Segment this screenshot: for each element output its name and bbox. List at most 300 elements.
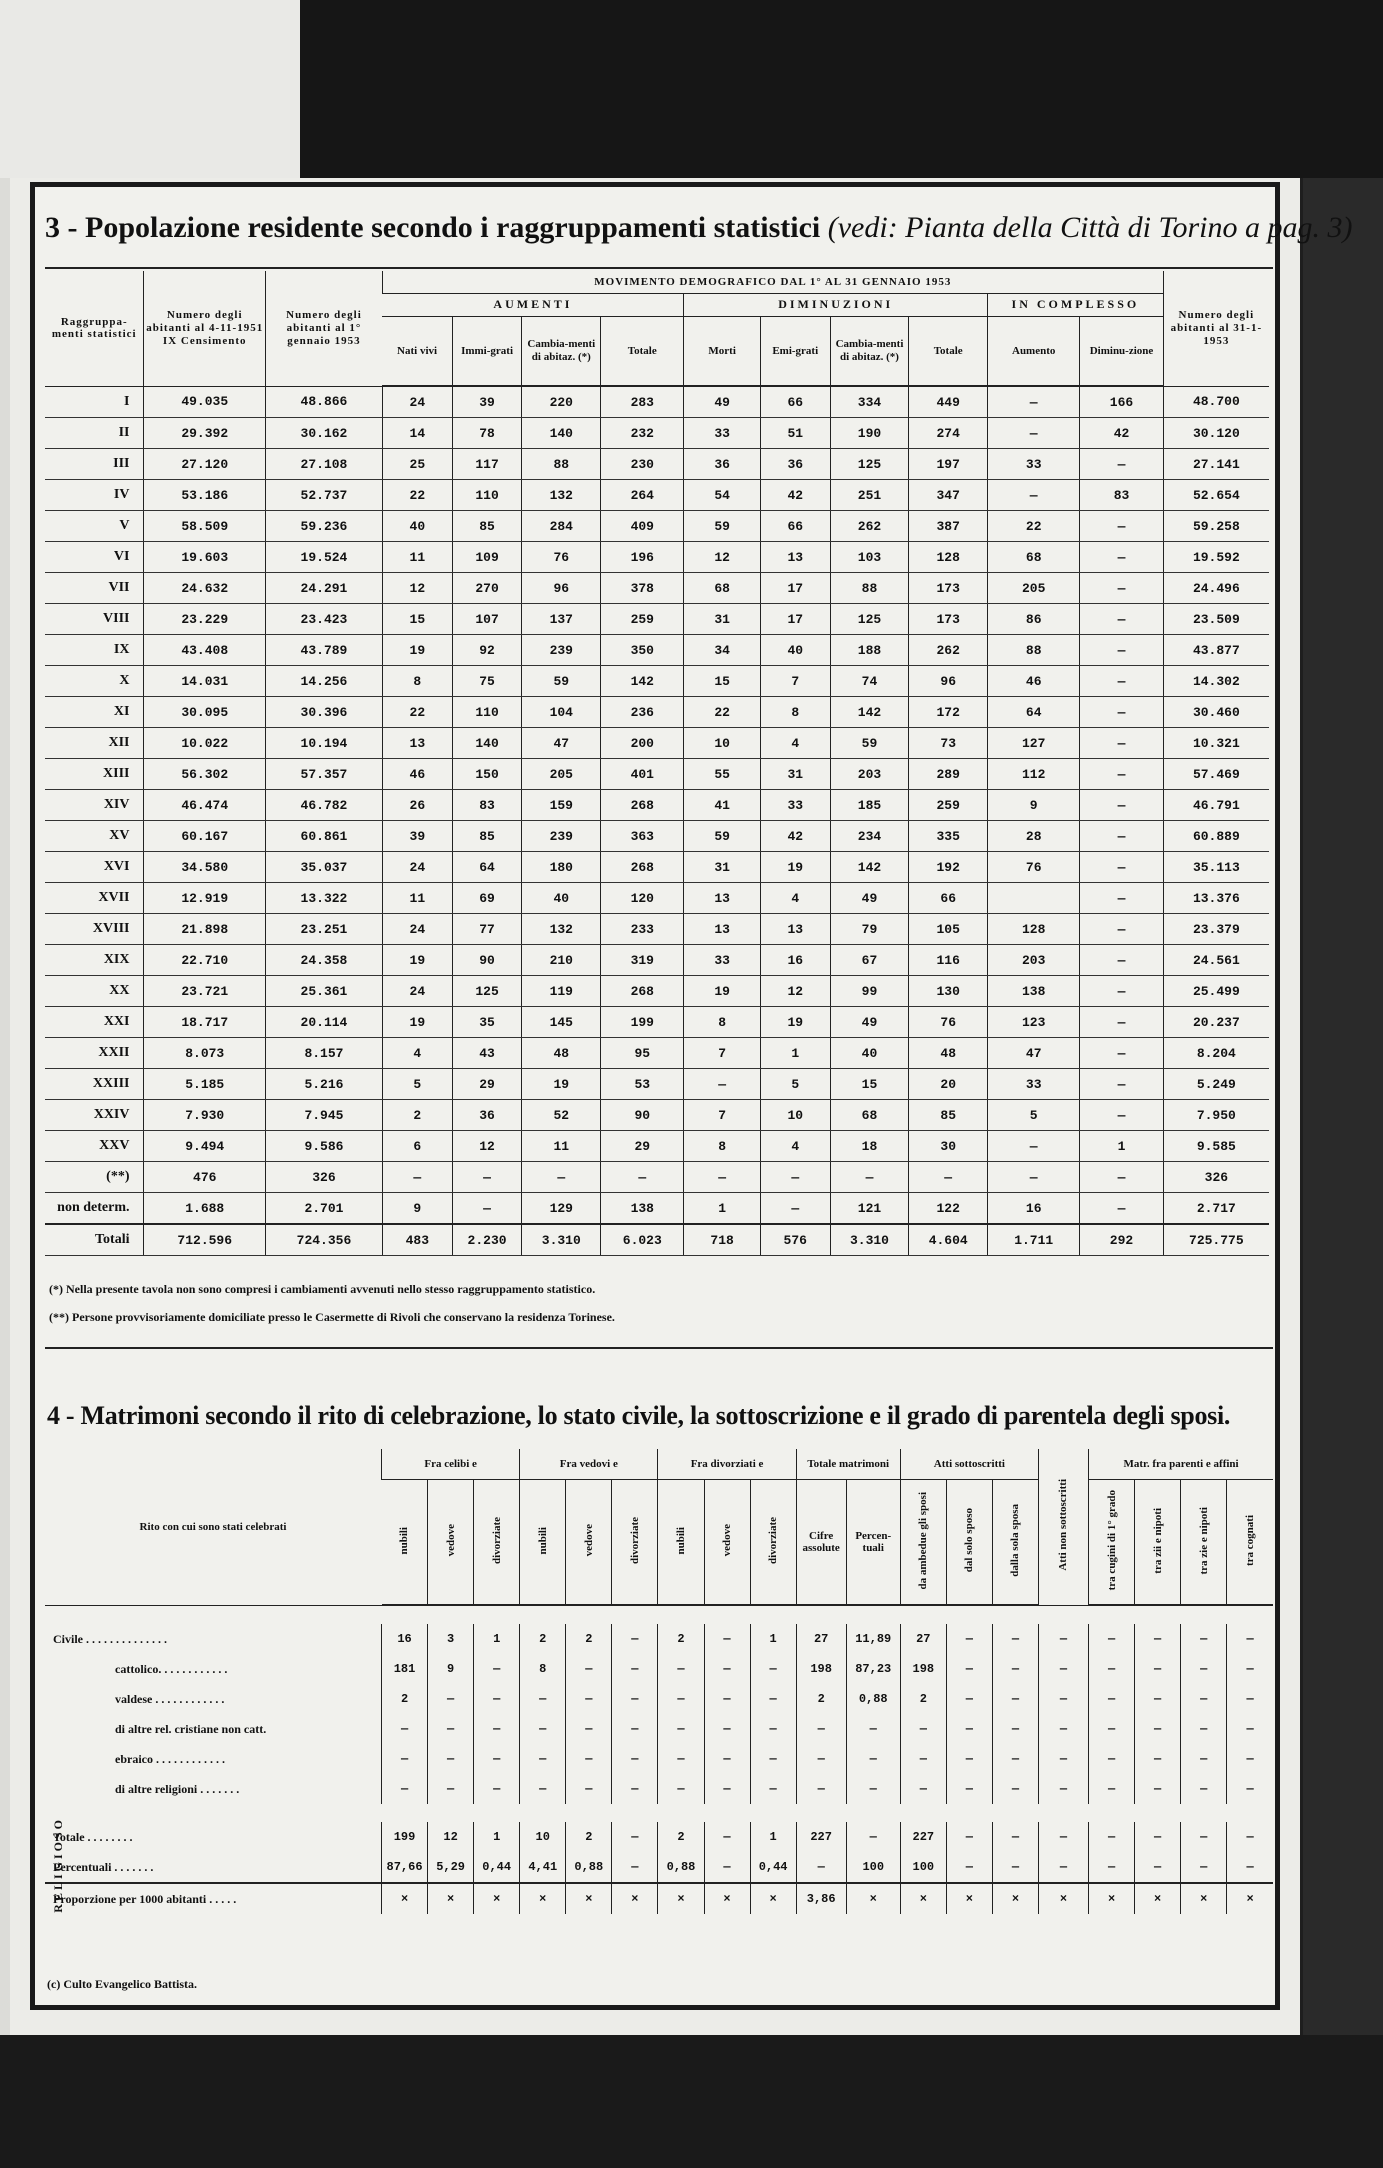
table-cell: × — [658, 1883, 704, 1914]
header-nubili-2 — [520, 1480, 566, 1606]
table-cell: 40 — [830, 1038, 909, 1069]
table-cell: 0,88 — [566, 1852, 612, 1883]
table-cell: 401 — [601, 759, 684, 790]
table-cell: 8.157 — [265, 1038, 382, 1069]
table-cell: 76 — [988, 852, 1080, 883]
table-cell: 125 — [452, 976, 522, 1007]
table-cell: 5 — [382, 1069, 452, 1100]
table-cell: 64 — [452, 852, 522, 883]
table-cell: 24 — [382, 386, 452, 418]
header-decrease: Diminu-zione — [1080, 317, 1163, 387]
population-table — [45, 271, 1269, 1256]
table-cell: — — [382, 1162, 452, 1193]
table-cell: 123 — [988, 1007, 1080, 1038]
table-cell: 57.469 — [1163, 759, 1269, 790]
row-label: Proporzione per 1000 abitanti . . . . . — [45, 1883, 382, 1914]
table-row — [45, 480, 1269, 511]
table-row — [45, 1131, 1269, 1162]
table-cell: × — [566, 1883, 612, 1914]
table-cell: 283 — [601, 386, 684, 418]
scan-bottom-border — [0, 2035, 1383, 2168]
header-solo-sposo — [946, 1480, 992, 1606]
table-cell: 0,88 — [846, 1684, 900, 1714]
table-cell: 172 — [909, 697, 988, 728]
table-cell: 76 — [909, 1007, 988, 1038]
table-cell: 2 — [658, 1822, 704, 1852]
table-cell: 27 — [796, 1624, 846, 1654]
table-row — [45, 1883, 1273, 1914]
table-cell: 1 — [750, 1624, 796, 1654]
table-cell: 110 — [452, 697, 522, 728]
row-label: Percentuali . . . . . . . — [53, 1859, 154, 1874]
table-cell: 28 — [988, 821, 1080, 852]
table-cell: — — [612, 1852, 658, 1883]
table-cell: — — [1227, 1654, 1273, 1684]
table-cell: 16 — [760, 945, 830, 976]
table-row — [45, 1684, 1273, 1714]
table-cell: 268 — [601, 976, 684, 1007]
header-changes-out: Cambia-menti di abitaz. (*) — [830, 317, 909, 387]
table-cell: — — [1080, 728, 1163, 759]
header-vedove-3-text: vedove — [720, 1524, 733, 1557]
table-cell: — — [760, 1193, 830, 1225]
table-cell: 2 — [658, 1624, 704, 1654]
header-ambedue-text: da ambedue gli sposi — [917, 1491, 930, 1590]
table-cell: 68 — [830, 1100, 909, 1131]
table-cell: — — [1135, 1852, 1181, 1883]
table-cell: 15 — [382, 604, 452, 635]
table-cell: 200 — [601, 728, 684, 759]
table-cell: — — [1039, 1774, 1089, 1804]
table-row — [45, 759, 1269, 790]
table-cell: — — [992, 1654, 1038, 1684]
table-cell: — — [1080, 1100, 1163, 1131]
table-cell: — — [846, 1774, 900, 1804]
table-cell: 24 — [382, 914, 452, 945]
table-cell: — — [520, 1774, 566, 1804]
marriages-table — [45, 1449, 1273, 1914]
table-cell: 129 — [522, 1193, 601, 1225]
table-cell: — — [1089, 1624, 1135, 1654]
table-cell: 59.258 — [1163, 511, 1269, 542]
row-label: XX — [45, 976, 144, 1007]
table-cell: 138 — [601, 1193, 684, 1225]
table-cell: — — [612, 1654, 658, 1684]
table-cell: 30 — [909, 1131, 988, 1162]
table-cell: 42 — [760, 480, 830, 511]
table-cell: 14.302 — [1163, 666, 1269, 697]
table-cell: 48.866 — [265, 386, 382, 418]
row-label: XI — [45, 697, 144, 728]
table-cell: 0,44 — [474, 1852, 520, 1883]
table-cell: — — [830, 1162, 909, 1193]
table-cell: × — [1227, 1883, 1273, 1914]
table-cell: — — [946, 1684, 992, 1714]
header-overall: IN COMPLESSO — [988, 294, 1164, 317]
table-cell: 25.361 — [265, 976, 382, 1007]
table-cell: — — [900, 1774, 946, 1804]
header-born: Nati vivi — [382, 317, 452, 387]
header-start: Numero degli abitanti al 1° gennaio 1953 — [265, 271, 382, 386]
table-cell: 107 — [452, 604, 522, 635]
table-cell: 268 — [601, 852, 684, 883]
table-cell: × — [1135, 1883, 1181, 1914]
table-cell: 23.251 — [265, 914, 382, 945]
table-cell: — — [1181, 1684, 1227, 1714]
table-row — [45, 573, 1269, 604]
table-cell: 13 — [760, 542, 830, 573]
table-cell: 125 — [830, 604, 909, 635]
table-cell: — — [704, 1774, 750, 1804]
table-cell: 335 — [909, 821, 988, 852]
table-cell: 15 — [684, 666, 760, 697]
table-cell: — — [1227, 1852, 1273, 1883]
table-cell: — — [1227, 1714, 1273, 1744]
table-cell: 6 — [382, 1131, 452, 1162]
table-cell: 73 — [909, 728, 988, 759]
section3-rule — [45, 267, 1273, 269]
table-cell: 128 — [909, 542, 988, 573]
table-cell: 1 — [474, 1624, 520, 1654]
table-cell: 232 — [601, 418, 684, 449]
table-cell: — — [846, 1822, 900, 1852]
table-cell: 19 — [382, 1007, 452, 1038]
table-cell: 31 — [760, 759, 830, 790]
table-cell: 387 — [909, 511, 988, 542]
table-cell: × — [382, 1883, 428, 1914]
table-cell: 46.782 — [265, 790, 382, 821]
table-cell: — — [704, 1654, 750, 1684]
table-cell: 9 — [428, 1654, 474, 1684]
table-cell: — — [796, 1744, 846, 1774]
table-row — [45, 666, 1269, 697]
table-cell: 112 — [988, 759, 1080, 790]
table-cell: 190 — [830, 418, 909, 449]
table-cell: 8 — [520, 1654, 566, 1684]
table-row — [45, 883, 1269, 914]
table-cell: 55 — [684, 759, 760, 790]
table-cell: 268 — [601, 790, 684, 821]
table-cell: 60.889 — [1163, 821, 1269, 852]
section3-subtitle: (vedi: Pianta della Città di Torino a pag. 3) — [827, 211, 1353, 244]
table-cell: — — [992, 1774, 1038, 1804]
table-cell: 26 — [382, 790, 452, 821]
table-cell: 14.256 — [265, 666, 382, 697]
table-cell: — — [1135, 1624, 1181, 1654]
header-nubili-1-text: nubili — [398, 1526, 411, 1555]
table-cell: 86 — [988, 604, 1080, 635]
table-cell: 127 — [988, 728, 1080, 759]
table-cell: — — [474, 1774, 520, 1804]
row-label: non determ. — [45, 1193, 144, 1225]
table-cell: 185 — [830, 790, 909, 821]
table-cell: 121 — [830, 1193, 909, 1225]
table-cell: 19 — [760, 852, 830, 883]
table-cell: 23.721 — [144, 976, 265, 1007]
table-row — [45, 1038, 1269, 1069]
table-cell: — — [1080, 945, 1163, 976]
table-cell: — — [1181, 1744, 1227, 1774]
table-cell: 18 — [830, 1131, 909, 1162]
row-label: XII — [45, 728, 144, 759]
table-cell: 29.392 — [144, 418, 265, 449]
table-cell: 1 — [474, 1822, 520, 1852]
table-cell: 130 — [909, 976, 988, 1007]
table-cell: 59 — [522, 666, 601, 697]
table-cell: — — [988, 480, 1080, 511]
table-cell: 39 — [382, 821, 452, 852]
table-cell: 85 — [909, 1100, 988, 1131]
table-cell: 198 — [796, 1654, 846, 1684]
table-cell: — — [1039, 1714, 1089, 1744]
table-cell: — — [1227, 1774, 1273, 1804]
table-cell: 11,89 — [846, 1624, 900, 1654]
table-cell: 36 — [684, 449, 760, 480]
header-increases: AUMENTI — [382, 294, 683, 317]
table-cell: — — [566, 1654, 612, 1684]
table-cell: 203 — [988, 945, 1080, 976]
table-cell: 24.291 — [265, 573, 382, 604]
table-cell: — — [1080, 1193, 1163, 1225]
table-cell: 96 — [522, 573, 601, 604]
table-cell: 78 — [452, 418, 522, 449]
table-row — [45, 1100, 1269, 1131]
table-cell: — — [612, 1744, 658, 1774]
header-vedove-2 — [566, 1480, 612, 1606]
table-cell: — — [1080, 790, 1163, 821]
table-cell: — — [474, 1684, 520, 1714]
table-cell: 110 — [452, 480, 522, 511]
table-cell: 4 — [760, 1131, 830, 1162]
table-row — [45, 852, 1269, 883]
table-cell: — — [1089, 1744, 1135, 1774]
table-cell: 476 — [144, 1162, 265, 1193]
table-cell: — — [1080, 511, 1163, 542]
header-solo-sposo-text: dal solo sposo — [963, 1508, 976, 1573]
table-cell: 75 — [452, 666, 522, 697]
table-row — [45, 1774, 1273, 1804]
table-cell: 99 — [830, 976, 909, 1007]
table-cell: — — [988, 386, 1080, 418]
header-sola-sposa-text: dalla sola sposa — [1009, 1504, 1022, 1577]
table-cell: 4.604 — [909, 1224, 988, 1256]
table-row — [45, 449, 1269, 480]
header-parenti: Matr. fra parenti e affini — [1089, 1449, 1273, 1480]
table-cell: — — [704, 1684, 750, 1714]
header-celibi: Fra celibi e — [382, 1449, 520, 1480]
table-cell: 24.561 — [1163, 945, 1269, 976]
table-cell: — — [1039, 1822, 1089, 1852]
header-divorziate-2 — [612, 1480, 658, 1606]
header-immigrants: Immi-grati — [452, 317, 522, 387]
table-cell: 576 — [760, 1224, 830, 1256]
table-cell: 51 — [760, 418, 830, 449]
spacer-cell — [45, 1804, 1273, 1822]
table-cell: — — [1181, 1714, 1227, 1744]
table-cell: 259 — [601, 604, 684, 635]
table-row — [45, 1654, 1273, 1684]
table-cell: 4 — [760, 883, 830, 914]
table-cell: 239 — [522, 821, 601, 852]
table-row — [45, 1069, 1269, 1100]
header-nubili-2-text: nubili — [536, 1526, 549, 1555]
table-cell: 7 — [684, 1038, 760, 1069]
table-cell: 43.877 — [1163, 635, 1269, 666]
row-label: V — [45, 511, 144, 542]
header-cugini — [1089, 1480, 1135, 1606]
table-cell: 2 — [900, 1684, 946, 1714]
table-cell: 140 — [522, 418, 601, 449]
table-cell: 5,29 — [428, 1852, 474, 1883]
header-nubili-3-text: nubili — [674, 1526, 687, 1555]
table-cell: 2 — [382, 1100, 452, 1131]
table-row — [45, 1714, 1273, 1744]
table-cell: × — [750, 1883, 796, 1914]
table-cell: 125 — [830, 449, 909, 480]
table-cell: 2 — [520, 1624, 566, 1654]
table-cell: — — [750, 1654, 796, 1684]
table-cell: 22 — [684, 697, 760, 728]
table-cell: 326 — [1163, 1162, 1269, 1193]
table-cell: 40 — [760, 635, 830, 666]
table-cell: 46.791 — [1163, 790, 1269, 821]
table-cell: 12 — [760, 976, 830, 1007]
table-cell: 31 — [684, 604, 760, 635]
table-cell: 1.711 — [988, 1224, 1080, 1256]
table-cell: — — [992, 1744, 1038, 1774]
table-cell: — — [992, 1624, 1038, 1654]
table-cell: 24 — [382, 852, 452, 883]
table-cell: 25.499 — [1163, 976, 1269, 1007]
table-cell: — — [909, 1162, 988, 1193]
table-cell: 22 — [988, 511, 1080, 542]
row-label: XVII — [45, 883, 144, 914]
table-cell: — — [684, 1069, 760, 1100]
table-cell: — — [1080, 449, 1163, 480]
table-cell: 104 — [522, 697, 601, 728]
table-cell: 7.945 — [265, 1100, 382, 1131]
table-cell: 24 — [382, 976, 452, 1007]
table-cell: 227 — [796, 1822, 846, 1852]
table-row — [45, 1193, 1269, 1225]
header-vedove-1-text: vedove — [444, 1524, 457, 1557]
table-cell: 1 — [1080, 1131, 1163, 1162]
table-cell: 36 — [760, 449, 830, 480]
table-cell: 18.717 — [144, 1007, 265, 1038]
table-cell: — — [382, 1774, 428, 1804]
table-cell: 188 — [830, 635, 909, 666]
table-cell: 105 — [909, 914, 988, 945]
row-label: XXIII — [45, 1069, 144, 1100]
section-separator — [45, 1347, 1273, 1349]
table-cell: 10 — [760, 1100, 830, 1131]
table-cell: — — [520, 1744, 566, 1774]
table-cell: 11 — [522, 1131, 601, 1162]
table-cell: 33 — [760, 790, 830, 821]
table-cell: 205 — [988, 573, 1080, 604]
table-cell: 199 — [382, 1822, 428, 1852]
header-divorziate-1-text: divorziate — [490, 1516, 503, 1564]
table-cell: 363 — [601, 821, 684, 852]
row-label: di altre religioni . . . . . . . — [115, 1781, 240, 1796]
table-cell: — — [750, 1714, 796, 1744]
table-cell: 49.035 — [144, 386, 265, 418]
table-cell: 41 — [684, 790, 760, 821]
table-cell: 23.509 — [1163, 604, 1269, 635]
table-cell: 2 — [796, 1684, 846, 1714]
table-cell: 3 — [428, 1624, 474, 1654]
table-cell: 22.710 — [144, 945, 265, 976]
religioso-label: RELIGIOSO — [51, 1817, 65, 1913]
table-cell: — — [796, 1774, 846, 1804]
table-cell: 66 — [909, 883, 988, 914]
table-cell: 22 — [382, 480, 452, 511]
table-cell: — — [1080, 697, 1163, 728]
table-row — [45, 945, 1269, 976]
table-cell: 4,41 — [520, 1852, 566, 1883]
table-cell: 145 — [522, 1007, 601, 1038]
table-cell: 48 — [522, 1038, 601, 1069]
table-cell: — — [1080, 542, 1163, 573]
table-cell: — — [988, 1162, 1080, 1193]
table-cell: — — [946, 1624, 992, 1654]
row-label: I — [45, 386, 144, 418]
table-cell: — — [992, 1714, 1038, 1744]
note-2: (**) Persone provvisoriamente domiciliate presso le Casermette di Rivoli che conservano la residenza Torinese. — [49, 1310, 615, 1324]
header-divorziate-2-text: divorziate — [628, 1516, 641, 1564]
table-cell: — — [1080, 1007, 1163, 1038]
row-label: VI — [45, 542, 144, 573]
table-cell: 8 — [684, 1131, 760, 1162]
table-row — [45, 418, 1269, 449]
table-cell: 23.379 — [1163, 914, 1269, 945]
table-cell: × — [900, 1883, 946, 1914]
table-cell: 138 — [988, 976, 1080, 1007]
table-cell: 74 — [830, 666, 909, 697]
table-cell: 239 — [522, 635, 601, 666]
table-cell: 49 — [830, 883, 909, 914]
row-label: valdese . . . . . . . . . . . . — [115, 1691, 225, 1706]
table-cell: 22 — [382, 697, 452, 728]
row-label: Totali — [45, 1224, 144, 1256]
table-cell: 66 — [760, 511, 830, 542]
table-cell: — — [946, 1714, 992, 1744]
header-total-in: Totale — [601, 317, 684, 387]
table-cell: 724.356 — [265, 1224, 382, 1256]
table-row — [45, 511, 1269, 542]
spacer-row — [45, 1605, 1273, 1624]
table-cell: 33 — [988, 449, 1080, 480]
table-cell: 5.249 — [1163, 1069, 1269, 1100]
scan-top-left-margin — [0, 0, 300, 178]
table-cell: — — [428, 1714, 474, 1744]
table-cell: 20 — [909, 1069, 988, 1100]
table-cell: 57.357 — [265, 759, 382, 790]
table-cell: 180 — [522, 852, 601, 883]
table-cell: 12 — [452, 1131, 522, 1162]
header-vedove-1 — [428, 1480, 474, 1606]
table-cell: 64 — [988, 697, 1080, 728]
table-cell: — — [1135, 1744, 1181, 1774]
row-label: XVI — [45, 852, 144, 883]
table-cell: 30.460 — [1163, 697, 1269, 728]
table-cell: — — [1039, 1624, 1089, 1654]
spacer-cell — [45, 1605, 1273, 1624]
table-row — [45, 728, 1269, 759]
table-cell: 4 — [382, 1038, 452, 1069]
table-cell: 128 — [988, 914, 1080, 945]
table-cell: 350 — [601, 635, 684, 666]
